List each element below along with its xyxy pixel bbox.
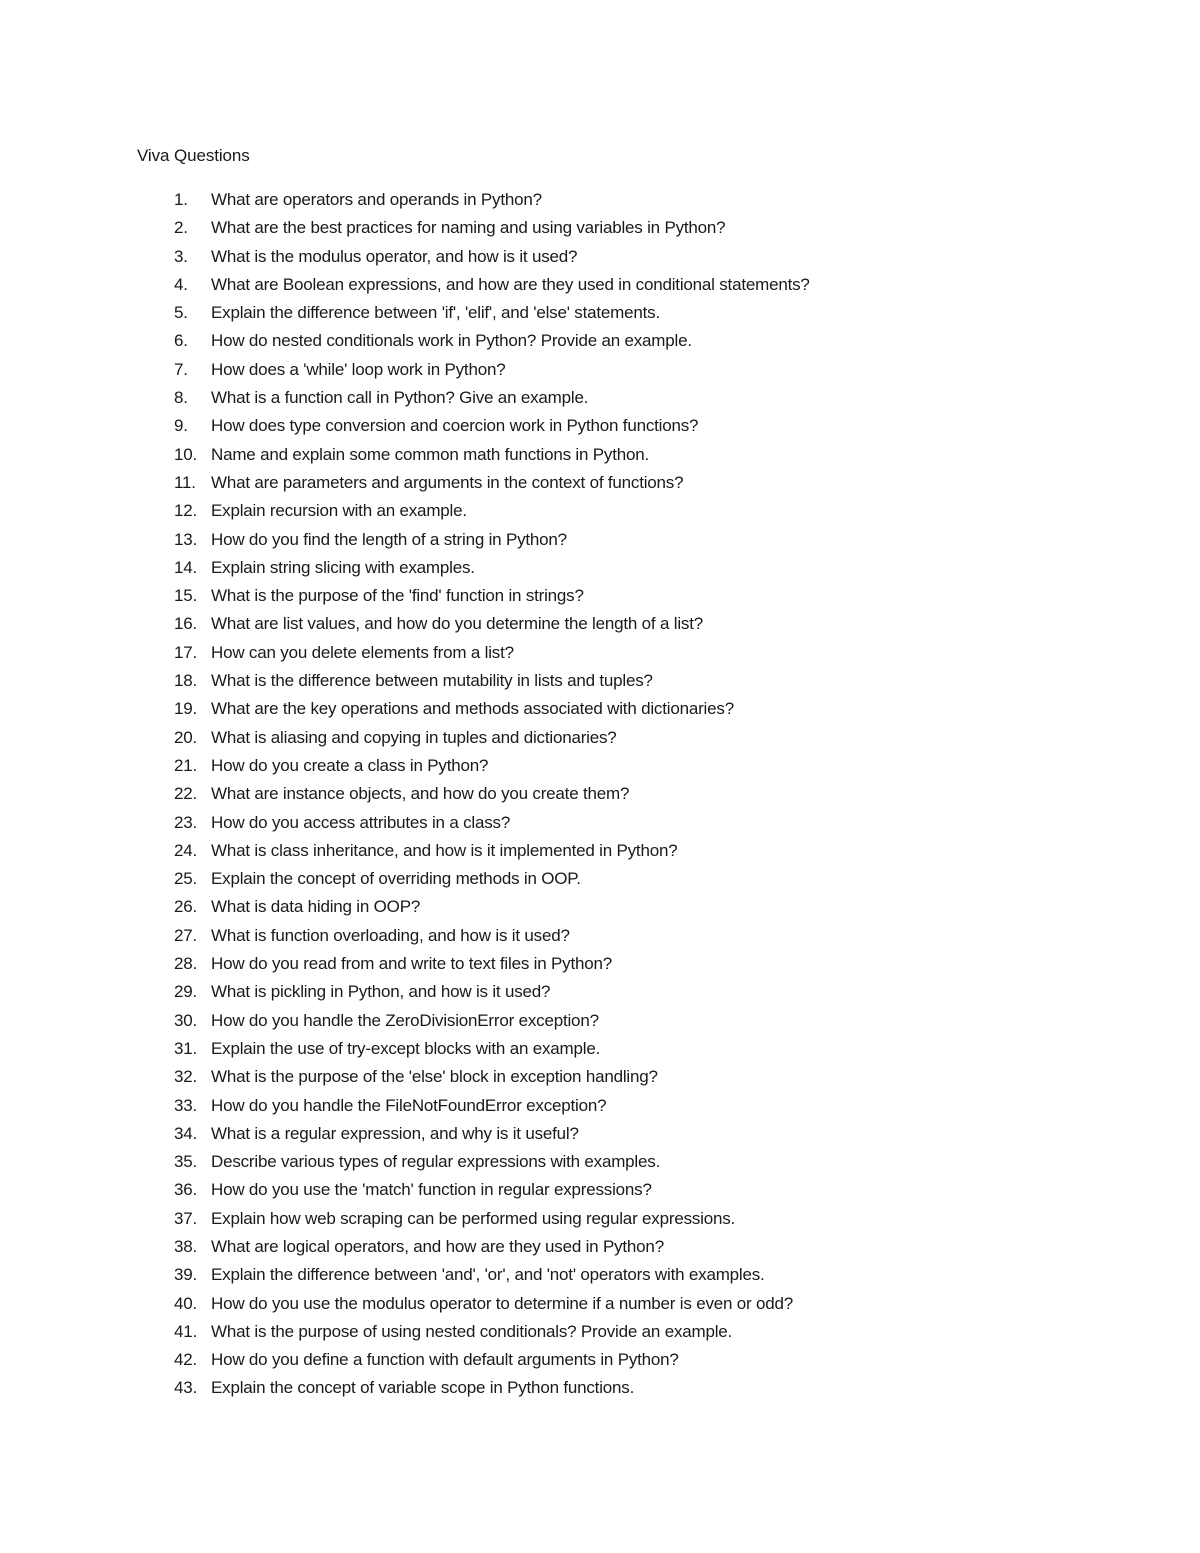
question-number: 25. [174,869,198,889]
question-text: How does a 'while' loop work in Python? [211,359,506,379]
question-text: What are the best practices for naming and using variables in Python? [211,218,726,238]
question-number: 14. [174,557,198,577]
question-number: 28. [174,954,198,974]
question-text: Explain the concept of variable scope in Python functions. [211,1378,635,1398]
question-number: 17. [174,642,198,662]
question-number: 38. [174,1236,198,1256]
question-number: 1. [174,190,188,209]
question-text: Name and explain some common math functions in Python. [211,444,650,464]
question-number: 37. [174,1208,198,1228]
question-text: How do you read from and write to text files in Python? [211,954,612,974]
question-text: What is the modulus operator, and how is it used? [211,246,578,266]
question-text: What is the purpose of the 'find' function in strings? [211,586,584,606]
question-number: 29. [174,982,198,1002]
question-number: 31. [174,1038,198,1058]
question-text: What is function overloading, and how is it used? [211,925,570,945]
question-text: What is the difference between mutability in lists and tuples? [211,671,653,691]
question-text: How do you handle the FileNotFoundError exception? [211,1095,607,1115]
question-number: 20. [174,727,198,747]
question-text: What are Boolean expressions, and how are they used in conditional statements? [211,274,810,294]
question-text: Explain the concept of overriding methods in OOP. [211,869,581,889]
question-text: What is data hiding in OOP? [211,897,421,917]
question-number: 22. [174,784,198,804]
question-text: Explain string slicing with examples. [211,557,475,577]
question-number: 26. [174,897,198,917]
question-text: What is class inheritance, and how is it implemented in Python? [211,840,678,860]
question-text: What is a function call in Python? Give an example. [211,388,589,408]
question-text: How do you create a class in Python? [211,755,489,775]
question-number: 21. [174,755,198,775]
question-text: How does type conversion and coercion work in Python functions? [211,416,699,436]
question-text: Explain the difference between 'and', 'or', and 'not' operators with examples. [211,1265,765,1285]
question-text: What are parameters and arguments in the context of functions? [211,472,684,492]
question-number: 19. [174,699,198,719]
question-text: What is pickling in Python, and how is it used? [211,982,551,1002]
question-number: 6. [174,331,188,351]
question-number: 13. [174,529,198,549]
question-text: How do you use the modulus operator to determine if a number is even or odd? [211,1293,794,1313]
question-text: Explain how web scraping can be performed using regular expressions. [211,1208,736,1228]
question-text: What are the key operations and methods associated with dictionaries? [211,699,734,719]
question-number: 40. [174,1293,198,1313]
question-number: 43. [174,1378,198,1398]
question-text: How can you delete elements from a list? [211,642,514,662]
question-number: 23. [174,812,198,832]
document-title: Viva Questions [137,146,250,165]
question-number: 42. [174,1350,198,1370]
question-text: What are instance objects, and how do you create them? [211,784,630,804]
question-number: 2. [174,218,188,238]
question-number: 36. [174,1180,198,1200]
question-number: 4. [174,274,188,294]
question-text: What are operators and operands in Python? [211,190,542,209]
question-number: 5. [174,303,188,323]
question-number: 35. [174,1152,198,1172]
question-number: 8. [174,388,188,408]
question-number: 33. [174,1095,198,1115]
question-text: How do nested conditionals work in Python? Provide an example. [211,331,692,351]
question-number: 12. [174,501,198,521]
question-number: 34. [174,1123,198,1143]
question-number: 27. [174,925,198,945]
question-text: What is the purpose of the 'else' block in exception handling? [211,1067,658,1087]
question-number: 7. [174,359,188,379]
question-number: 39. [174,1265,198,1285]
question-number: 11. [174,472,196,492]
question-text: How do you find the length of a string in Python? [211,529,567,549]
question-number: 15. [174,586,198,606]
question-text: Explain recursion with an example. [211,501,467,521]
question-text: What is aliasing and copying in tuples and dictionaries? [211,727,617,747]
question-number: 41. [174,1321,198,1341]
question-text: What is the purpose of using nested conditionals? Provide an example. [211,1321,733,1341]
question-number: 30. [174,1010,198,1030]
question-text: How do you access attributes in a class? [211,812,511,832]
question-text: How do you define a function with default arguments in Python? [211,1350,679,1370]
question-text: How do you handle the ZeroDivisionError exception? [211,1010,599,1030]
question-text: Explain the difference between 'if', 'elif', and 'else' statements. [211,303,660,323]
question-text: How do you use the 'match' function in regular expressions? [211,1180,652,1200]
question-text: Describe various types of regular expressions with examples. [211,1152,661,1172]
question-number: 3. [174,246,188,266]
question-text: What are logical operators, and how are they used in Python? [211,1236,664,1256]
question-number: 9. [174,416,188,436]
question-number: 24. [174,840,198,860]
question-number: 32. [174,1067,198,1087]
question-text: What are list values, and how do you determine the length of a list? [211,614,703,634]
question-number: 10. [174,444,198,464]
question-text: Explain the use of try-except blocks with an example. [211,1038,601,1058]
question-number: 18. [174,671,198,691]
question-number: 16. [174,614,198,634]
question-text: What is a regular expression, and why is it useful? [211,1123,579,1143]
